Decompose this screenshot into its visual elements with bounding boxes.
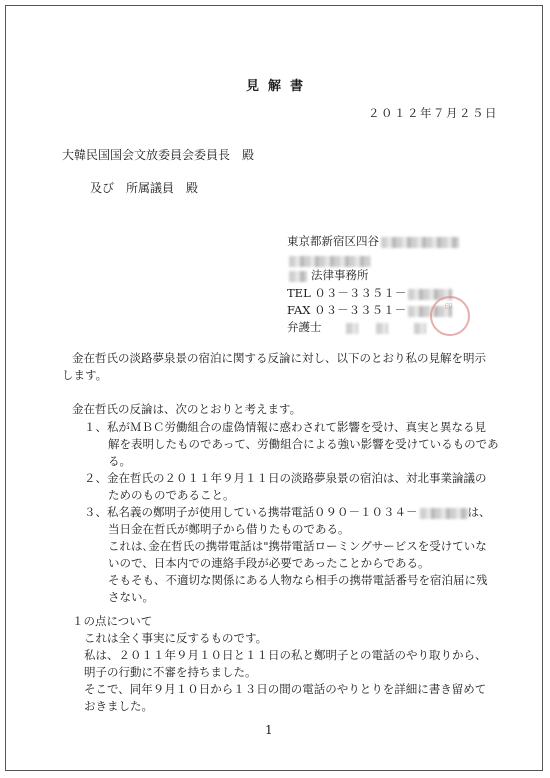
item-3-line-5: そもそも、不適切な関係にある人物なら相手の携帯電話番号を宿泊届に残 [108,573,488,587]
item-3-line-2: 当日金在哲氏が鄭明子から借りたものである。 [108,522,350,536]
seal-stamp: 印 [427,293,472,338]
redacted-text [381,237,459,248]
document-title: 見解書 [246,79,313,94]
intro-line-2: します。 [62,368,108,382]
sender-tel: TEL ０３－３３５１－ [287,286,452,300]
item-3-line-6: さない。 [108,590,154,604]
sender-fax: FAX ０３－３３５１－ [287,303,452,317]
point-1-line-2: 私は、２０１１年９月１０日と１１日の私と鄭明子との電話のやり取りから、 [84,648,487,662]
sender-firm: 法律事務所 [287,268,369,282]
document-date: ２０１２年７月２５日 [368,106,498,120]
redacted-text [420,508,468,519]
point-1-line-5: おきました。 [84,699,153,713]
redacted-text [414,323,426,334]
addressee-line-2: 及び 所属議員 殿 [90,181,199,195]
item-3-line-1: ３、私名義の鄭明子が使用している携帯電話０９０－１０３４－ は、 [84,505,491,519]
addressee-line-1: 大韓民国国会文放委員会委員長 殿 [62,148,255,162]
item-1-line-3: る。 [108,454,131,468]
sender-address-cont [287,253,371,267]
point-1-line-1: これは全く事実に反するものです。 [84,631,268,645]
item-1-line-1: １、私がＭＢＣ労働組合の虚偽情報に惑わされて影響を受け、真実と異なる見 [84,420,487,434]
intro-line-1: 金在哲氏の淡路夢泉景の宿泊に関する反論に対し、以下のとおり私の見解を明示 [72,351,486,365]
sender-address: 東京都新宿区四谷 [287,234,459,248]
item-1-line-2: 解を表明したものであって、労働組合による強い影響を受けているものであ [108,437,499,451]
redacted-text [346,323,358,334]
page-number: 1 [265,723,273,737]
point-1-line-4: そこで、同年９月１０日から１３日の間の電話のやりとりを詳細に書き留めて [84,682,487,696]
point-1-heading: １の点について [72,614,153,628]
item-2-line-1: ２、金在哲氏の２０１１年９月１１日の淡路夢泉景の宿泊は、対北事業論議の [84,471,487,485]
item-3-line-4: いので、日本内での連絡手段が必要であったことからである。 [108,556,430,570]
redacted-text [289,256,371,267]
section-lead: 金在哲氏の反論は、次のとおりと考えます。 [72,402,302,416]
sender-lawyer: 弁護士 [287,320,426,334]
item-2-line-2: ためのものであること。 [108,488,235,502]
item-3-line-3: これは､金在哲氏の携帯電話は"携帯電話ローミングサービスを受けていな [108,539,487,553]
redacted-text [289,271,307,282]
point-1-line-3: 明子の行動に不審を持ちました。 [84,665,257,679]
redacted-text [376,323,388,334]
